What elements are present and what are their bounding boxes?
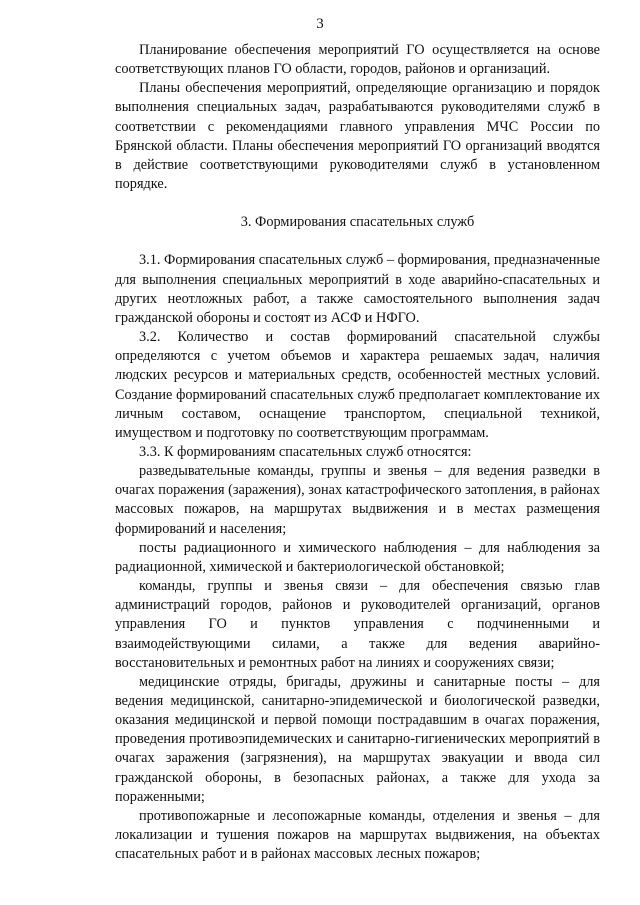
section-title: 3. Формирования спасательных служб — [240, 214, 475, 231]
paragraph-3-2: 3.2. Количество и состав формирований спасательной службы определяются с учетом объемов и характера решаемых задач, наличия людских ресурсов и материальных средств, особенностей местных условий. Создание формирований спасательных служб предполагает комплектование их личным составом, оснащение транспортом, специальной техникой, имуществом и подготовку по соответствующим программам. — [115, 329, 600, 441]
list-item-reconnaissance: разведывательные команды, группы и звенья – для ведения разведки в очагах поражения (заражения), зонах катастрофического затопления, в районах массовых пожаров, на маршрутах выдвижения и в местах размещения формирований и населения; — [115, 463, 600, 537]
paragraph-plans: Планы обеспечения мероприятий, определяющие организацию и порядок выполнения специальных задач, разрабатываются руководителями служб в соответствии с рекомендациями главного управления МЧС России по Брянской области. Планы обеспечения мероприятий ГО организаций вводятся в действие соответствующими руководителями служб в установленном порядке. — [115, 80, 600, 193]
list-item-medical: медицинские отряды, бригады, дружины и санитарные посты – для ведения медицинской, санитарно-эпидемической и биологической разведки, оказания медицинской и первой помощи пострадавшим в очагах поражения, проведения противоэпидемических и санитарно-гигиенических мероприятий в очагах заражения (загрязнения), на маршрутах эвакуации и ввода сил гражданской обороны, в безопасных районах, а также для ухода за пораженными; — [115, 673, 600, 805]
list-item-communications: команды, группы и звенья связи – для обеспечения связью глав администраций городов, районов и руководителей организаций, органов управления ГО и пунктов управления с подчиненными и взаимодействующими силами, а также для ведения аварийно-восстановительных и ремонтных работ на линиях и сооружениях связи; — [115, 578, 600, 671]
document-body — [115, 41, 600, 864]
paragraph-3-3: 3.3. К формированиям спасательных служб относятся: — [139, 443, 472, 460]
list-item-observation-posts: посты радиационного и химического наблюдения – для наблюдения за радиационной, химической и бактериологической обстановкой; — [115, 539, 600, 575]
paragraph-3-1: 3.1. Формирования спасательных служб – формирования, предназначенные для выполнения специальных мероприятий в ходе аварийно-спасательных и других неотложных работ, а также самостоятельного выполнения задач гражданской обороны и состоят из АСФ и НФГО. — [115, 252, 600, 326]
list-item-firefighting: противопожарные и лесопожарные команды, отделения и звенья – для локализации и тушения пожаров на маршрутах выдвижения, на объектах спасательных работ и в районах массовых лесных пожаров; — [115, 807, 600, 863]
paragraph-planning: Планирование обеспечения мероприятий ГО осуществляется на основе соответствующих планов ГО области, городов, районов и организаций. — [115, 42, 600, 78]
page-number: 3 — [316, 16, 324, 32]
